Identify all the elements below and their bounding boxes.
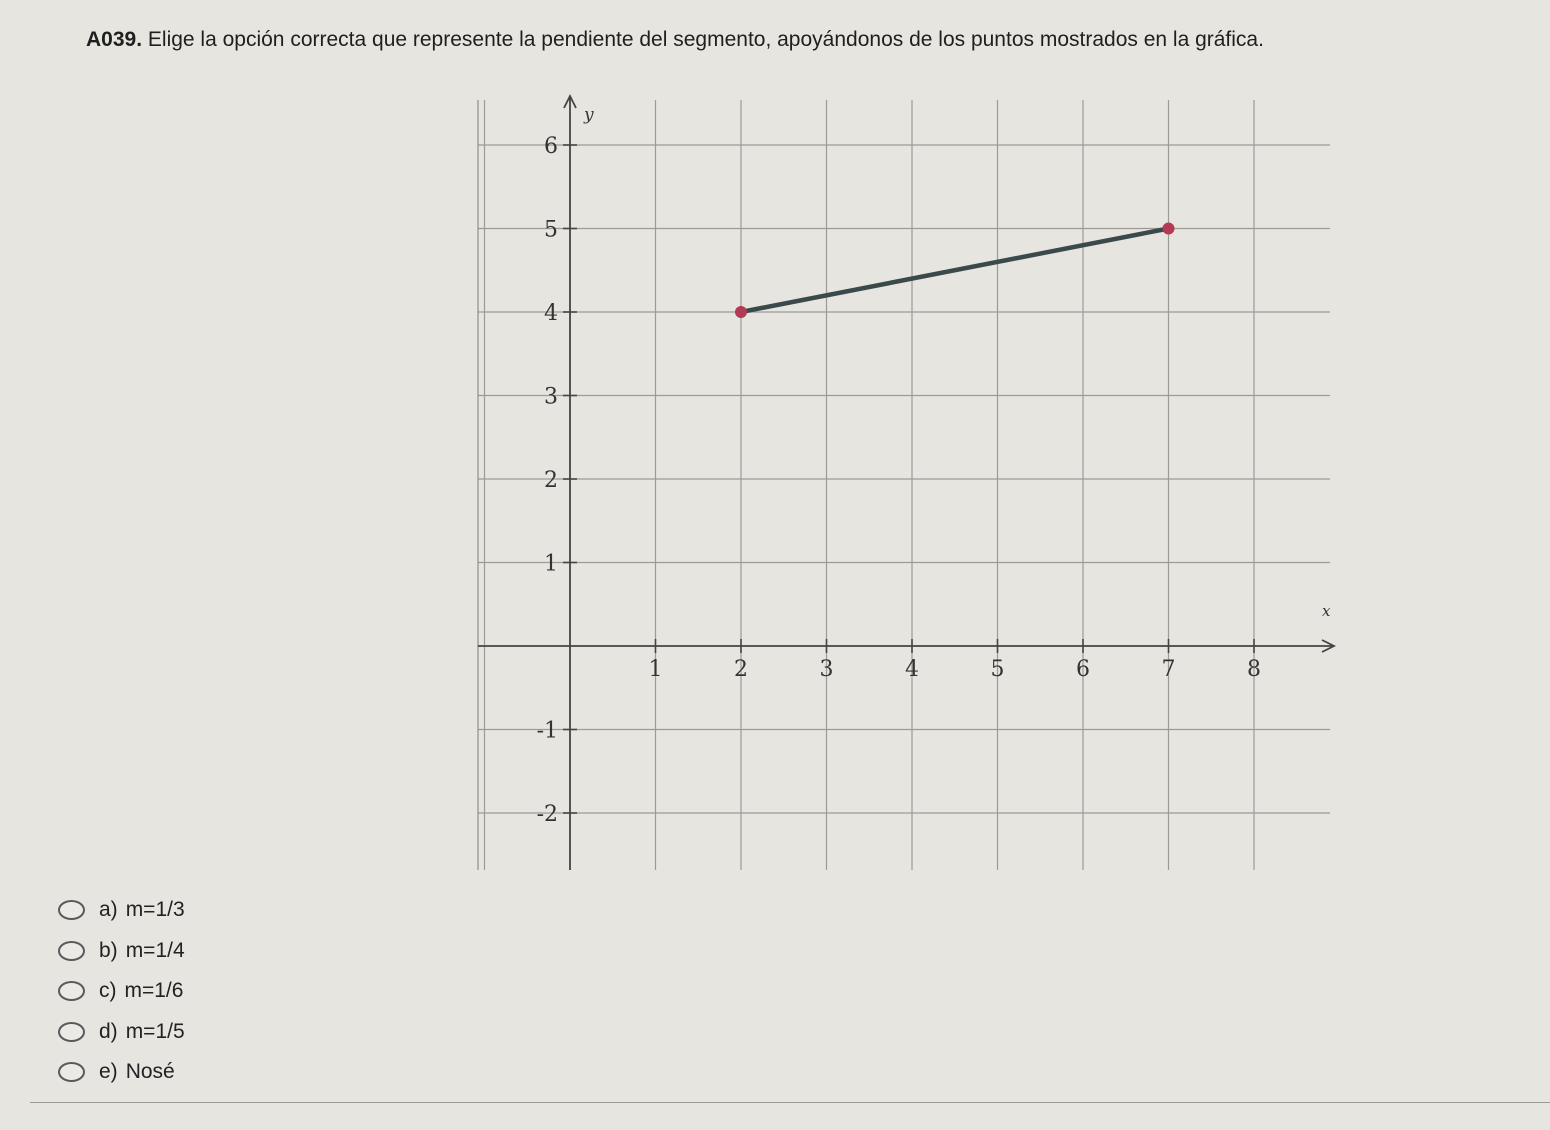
segment-endpoint [735, 306, 747, 318]
option-c[interactable] [58, 971, 185, 1012]
option-d[interactable] [58, 1012, 185, 1053]
question-body: Elige la opción correcta que represente la pendiente del segmento, apoyándonos de los puntos mostrados en la gráfica. [147, 28, 1264, 51]
option-e[interactable] [58, 1052, 185, 1093]
y-tick-label: 3 [544, 384, 558, 410]
segment-line [741, 229, 1169, 313]
option-text: m=1/6 [124, 979, 184, 1003]
x-tick-label: 5 [990, 657, 1005, 682]
bottom-divider [30, 1102, 1550, 1103]
option-letter: b) [99, 938, 118, 962]
radio-icon[interactable] [58, 900, 85, 920]
x-tick-label: 7 [1161, 657, 1176, 682]
option-letter: a) [99, 898, 118, 922]
x-axis-label: x [1322, 602, 1331, 620]
option-letter: c) [99, 979, 117, 1003]
radio-icon[interactable] [58, 981, 85, 1001]
y-tick-label: 2 [544, 468, 558, 493]
y-tick-label: 1 [544, 551, 558, 577]
y-axis-label: y [584, 105, 594, 125]
x-tick-label: 1 [648, 657, 663, 682]
option-letter: d) [99, 1019, 118, 1043]
y-tick-label: -2 [536, 802, 558, 827]
x-tick-label: 3 [819, 657, 834, 682]
x-tick-label: 2 [734, 657, 748, 682]
y-tick-label: 5 [544, 217, 558, 243]
answer-options [58, 890, 185, 1093]
option-text: m=1/4 [125, 938, 185, 962]
segment-endpoint [1163, 223, 1175, 235]
y-tick-label: -1 [536, 718, 558, 744]
option-text: Nosé [125, 1060, 175, 1084]
radio-icon[interactable] [58, 1062, 85, 1082]
option-a[interactable] [58, 890, 185, 931]
y-tick-label: 6 [544, 134, 558, 159]
y-tick-label: 4 [544, 301, 558, 326]
option-text: m=1/5 [125, 1019, 185, 1043]
x-tick-label: 8 [1247, 657, 1261, 682]
question-id: A039. [86, 28, 143, 51]
radio-icon[interactable] [58, 941, 85, 961]
radio-icon[interactable] [58, 1022, 85, 1042]
option-letter: e) [99, 1060, 118, 1084]
x-tick-label: 6 [1076, 657, 1090, 682]
x-tick-label: 4 [905, 657, 919, 682]
option-text: m=1/3 [125, 898, 185, 922]
option-b[interactable] [58, 931, 185, 972]
